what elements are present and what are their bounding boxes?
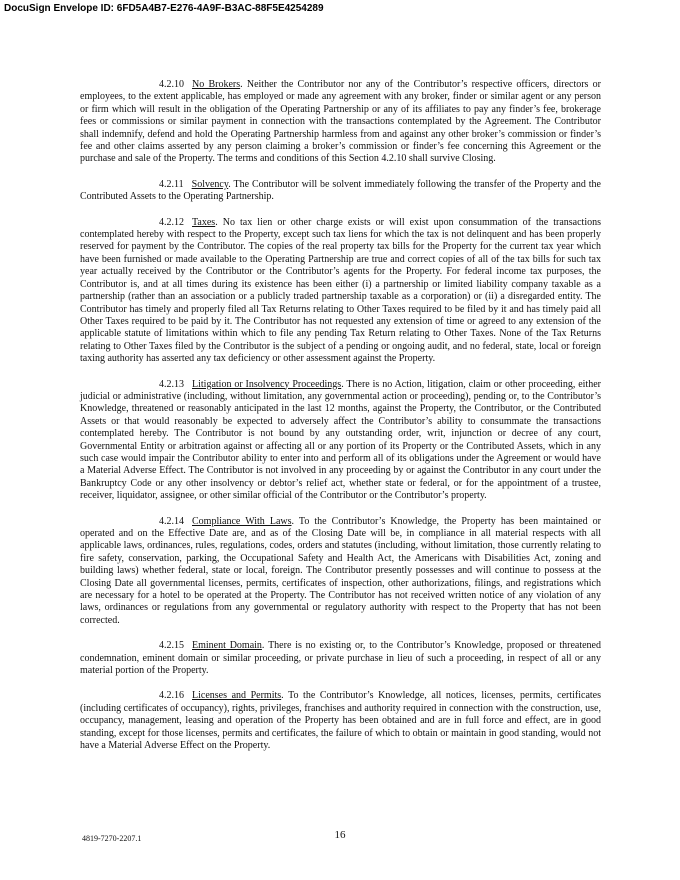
- section-4-2-15: 4.2.15 Eminent Domain. There is no existing or, to the Contributor’s Knowledge, proposed or threatened condemnation, eminent domain or similar proceeding, or private purchase in lieu of such a proceeding, in respect of all or any material portion of the Property.: [80, 640, 601, 677]
- section-4-2-14: 4.2.14 Compliance With Laws. To the Contributor’s Knowledge, the Property has been maintained or operated and on the Effective Date are, and as of the Closing Date will be, in compliance in all material respects with all applicable laws, ordinances, rules, regulations, codes, orders and statutes (including, without limitation, those currently relating to fire safety, conservation, parking, the Occupational Safety and Health Act, the Americans with Disabilities Act, zoning and building laws) whether federal, state or local, foreign. The Contributor presently possesses and will continue to possess at the Closing Date all governmental licenses, permits, certificates of inspection, other authorizations, filings, and registrations which are necessary for a hotel to be operated at the Property. The Contributor has not received written notice of any violation of any laws, ordinances or regulations from any governmental or regulatory authority with respect to the Property that has not been corrected.: [80, 515, 601, 626]
- section-text: There is no Action, litigation, claim or other proceeding, either judicial or administrative (including, without limitation, any governmental action or proceeding), pending or, to the Contributor’s Knowledge, threatened or reasonably anticipated in the last 12 months, against the Property, the Contributor, or the Contributed Assets or that would reasonably be expected to adversely affect the Contributor’s ability to consummate the transactions contemplated hereby. The Contributor is not bound by any outstanding order, writ, injunction or decree of any court, Governmental Entity or arbitration against or affecting all or any portion of its Property or the Contributed Assets, which in any such case would impair the Contributor ability to enter into and perform all of its obligations under the Agreement or would have a Material Adverse Effect. The Contributor is not involved in any proceeding by or against the Contributor in any court under the Bankruptcy Code or any other insolvency or debtor’s relief act, whether state or federal, or for the appointment of a trustee, receiver, liquidator, assignee, or other similar official of the Contributor or the Contributor’s property.: [80, 378, 601, 502]
- section-text: There is no existing or, to the Contributor’s Knowledge, proposed or threatened condemnation, eminent domain or similar proceeding, or private purchase in lieu of such a proceeding, in respect of all or any material portion of the Property.: [80, 640, 601, 677]
- section-4-2-12: 4.2.12 Taxes. No tax lien or other charge exists or will exist upon consummation of the transactions contemplated hereby with respect to the Property, except such tax liens for which the tax is not delinquent and has been properly reserved for payment by the Contributor. The copies of the real property tax bills for the Property for the current tax year which have been furnished or made available to the Operating Partnership are true and correct copies of all of the tax bills for such tax year actually received by the Contributor or the Contributor’s agents for the Property. For federal income tax purposes, the Contributor is, and at all times during its existence has been either (i) a partnership or limited liability company taxable as a partnership (rather than an association or a publicly traded partnership taxable as a corporation) or (ii) a disregarded entity. The Contributor has timely and properly filed all Tax Returns relating to Other Taxes required to be filed by it and has timely paid all Other Taxes required to be paid by it. The Contributor has not requested any extension of time or agreed to any extension of the applicable statute of limitations within which to file any pending Tax Return relating to Other Taxes. None of the Tax Returns relating to Other Taxes filed by the Contributor is the subject of a pending or ongoing audit, and no federal, state, local or foreign taxing authority has asserted any tax deficiency or other assessment against the Property.: [80, 216, 601, 365]
- section-4-2-10: 4.2.10 No Brokers. Neither the Contributor nor any of the Contributor’s respective officers, directors or employees, to the extent applicable, has employed or made any agreement with any broker, finder or similar agent or any person or firm which will result in the obligation of the Operating Partnership or any of its affiliates to pay any finder’s fee, brokerage fees or commissions or similar payment in connection with the transactions contemplated by the Agreement. The Contributor shall indemnify, defend and hold the Operating Partnership harmless from and against any other broker’s commission or finder’s fee and other claims asserted by any person claiming a broker’s commission or finder’s fee concerning this Agreement or the purchase and sale of the Property. The terms and conditions of this Section 4.2.10 shall survive Closing.: [80, 79, 602, 165]
- footer-document-id: 4819-7270-2207.1: [82, 834, 142, 843]
- section-heading: Solvency: [191, 178, 229, 190]
- section-text: Neither the Contributor nor any of the Contributor’s respective officers, directors or employees, to the extent applicable, has employed or made any agreement with any broker, finder or similar agent or any person or firm which will result in the obligation of the Operating Partnership or any of its affiliates to pay any finder’s fee, brokerage fees or commissions or similar payment in connection with the transactions contemplated by the Agreement. The Contributor shall indemnify, defend and hold the Operating Partnership harmless from and against any other broker’s commission or finder’s fee and other claims asserted by any person claiming a broker’s commission or finder’s fee concerning this Agreement or the purchase and sale of the Property. The terms and conditions of this Section 4.2.10 shall survive Closing.: [80, 79, 602, 165]
- section-number: 4.2.14: [159, 515, 184, 527]
- section-heading: No Brokers: [192, 79, 241, 90]
- section-text: No tax lien or other charge exists or will exist upon consummation of the transactions contemplated hereby with respect to the Property, except such tax liens for which the tax is not delinquent and has been properly reserved for payment by the Contributor. The copies of the real property tax bills for the Property for the current tax year which have been furnished or made available to the Operating Partnership are true and correct copies of all of the tax bills for such tax year actually received by the Contributor or the Contributor’s agents for the Property. For federal income tax purposes, the Contributor is, and at all times during its existence has been either (i) a partnership or limited liability company taxable as a partnership (rather than an association or a publicly traded partnership taxable as a corporation) or (ii) a disregarded entity. The Contributor has timely and properly filed all Tax Returns relating to Other Taxes required to be filed by it and has timely paid all Other Taxes required to be paid by it. The Contributor has not requested any extension of time or agreed to any extension of the applicable statute of limitations within which to file any pending Tax Return relating to Other Taxes. None of the Tax Returns relating to Other Taxes filed by the Contributor is the subject of a pending or ongoing audit, and no federal, state, local or foreign taxing authority has asserted any tax deficiency or other assessment against the Property.: [80, 216, 601, 365]
- section-text: The Contributor will be solvent immediately following the transfer of the Property and the Contributed Assets to the Operating Partnership.: [80, 178, 601, 203]
- section-number: 4.2.12: [159, 216, 184, 228]
- section-heading: Compliance With Laws: [192, 515, 292, 527]
- section-number: 4.2.13: [159, 378, 184, 390]
- section-heading: Taxes: [192, 216, 216, 228]
- section-4-2-13: 4.2.13 Litigation or Insolvency Proceedings. There is no Action, litigation, claim or other proceeding, either judicial or administrative (including, without limitation, any governmental action or proceeding), pending or, to the Contributor’s Knowledge, threatened or reasonably anticipated in the last 12 months, against the Property, the Contributor, or the Contributed Assets or that would reasonably be expected to adversely affect the Contributor’s ability to consummate the transactions contemplated hereby. The Contributor is not bound by any outstanding order, writ, injunction or decree of any court, Governmental Entity or arbitration against or affecting all or any portion of its Property or the Contributed Assets, which in any such case would impair the Contributor ability to enter into and perform all of its obligations under the Agreement or would have a Material Adverse Effect. The Contributor is not involved in any proceeding by or against the Contributor in any court under the Bankruptcy Code or any other insolvency or debtor’s relief act, whether state or federal, or for the appointment of a trustee, receiver, liquidator, assignee, or other similar official of the Contributor or the Contributor’s property.: [80, 378, 601, 502]
- section-4-2-11: 4.2.11 Solvency. The Contributor will be solvent immediately following the transfer of the Property and the Contributed Assets to the Operating Partnership.: [80, 178, 601, 203]
- section-text: To the Contributor’s Knowledge, all notices, licenses, permits, certificates (including certificates of occupancy), rights, privileges, franchises and authority required in connection with the construction, use, occupancy, management, leasing and operation of the Property has been obtained and are in full force and effect, are in good standing, except for those licenses, permits and certificates, the failure of which to obtain or maintain in good standing, would not have a Material Adverse Effect on the Property.: [80, 690, 601, 752]
- section-heading: Eminent Domain: [192, 640, 262, 652]
- section-heading: Licenses and Permits: [192, 690, 282, 702]
- section-number: 4.2.16: [159, 690, 184, 702]
- section-text: To the Contributor’s Knowledge, the Property has been maintained or operated and on the Effective Date are, and as of the Closing Date will be, in compliance in all material respects with all applicable laws, ordinances, rules, regulations, codes, orders and statutes (including, without limitation, those currently relating to fire safety, conservation, parking, the Occupational Safety and Health Act, the Americans with Disabilities Act, zoning and building laws) whether federal, state or local, foreign. The Contributor presently possesses and will continue to possess at the Closing Date all governmental licenses, permits, certificates of inspection, other authorizations, filings, and registrations which are necessary for a hotel to be operated at the Property. The Contributor has not received written notice of any violation of any laws, ordinances or regulations from any governmental or regulatory authority with respect to the Property that has not been corrected.: [80, 515, 601, 626]
- section-number: 4.2.10: [159, 79, 184, 90]
- docusign-envelope-id: DocuSign Envelope ID: 6FD5A4B7-E276-4A9F-B3AC-88F5E4254289: [4, 3, 324, 14]
- section-number: 4.2.15: [159, 640, 184, 652]
- page-number: 16: [334, 829, 346, 841]
- document-body: [80, 79, 601, 766]
- section-4-2-16: 4.2.16 Licenses and Permits. To the Contributor’s Knowledge, all notices, licenses, permits, certificates (including certificates of occupancy), rights, privileges, franchises and authority required in connection with the construction, use, occupancy, management, leasing and operation of the Property has been obtained and are in full force and effect, are in good standing, except for those licenses, permits and certificates, the failure of which to obtain or maintain in good standing, would not have a Material Adverse Effect on the Property.: [80, 690, 601, 752]
- section-number: 4.2.11: [159, 178, 184, 190]
- section-heading: Litigation or Insolvency Proceedings: [192, 378, 342, 390]
